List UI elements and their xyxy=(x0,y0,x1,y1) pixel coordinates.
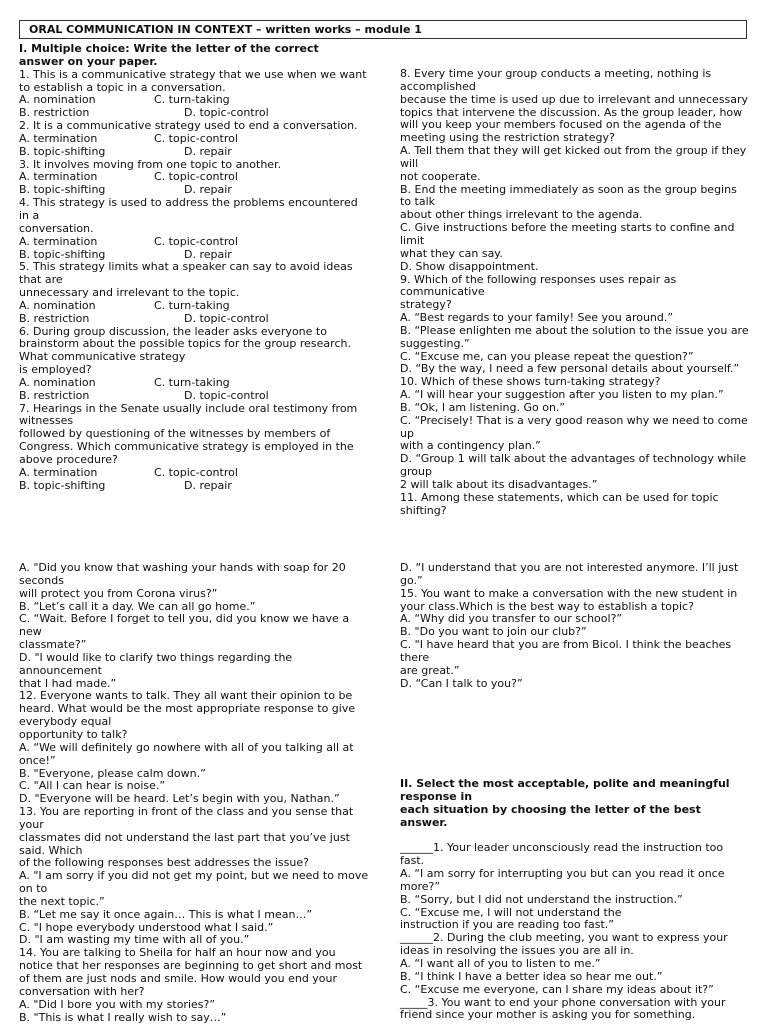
answer-option: A. termination xyxy=(19,131,98,145)
answer-option: B. restriction xyxy=(19,106,90,120)
text-line: D. “Group 1 will talk about the advantages of technology while xyxy=(400,452,747,466)
answer-option: B. topic-shifting xyxy=(19,478,106,492)
section-1-heading-line: answer on your paper. xyxy=(19,54,158,68)
column-left-bottom xyxy=(19,562,379,1024)
text-line: B. End the meeting immediately as soon as the group begins xyxy=(400,182,737,196)
section-2-heading-line: response in xyxy=(400,789,473,803)
text-line: about other things irrelevant to the agenda. xyxy=(400,208,643,222)
answer-options-row xyxy=(19,467,379,480)
column-right-top xyxy=(400,68,760,518)
text-line: B. “Ok, I am listening. Go on.” xyxy=(400,400,566,414)
section-2-heading-line: II. Select the most acceptable, polite and meaningful xyxy=(400,777,730,790)
answer-option: C. topic-control xyxy=(154,234,238,248)
text-line: 2. It is a communicative strategy used to end a conversation. xyxy=(19,119,358,133)
text-line: ideas in resolving the issues you are all in. xyxy=(400,944,634,958)
answer-options-row xyxy=(19,236,379,249)
text-line: B. “Let’s call it a day. We can all go home.” xyxy=(19,599,256,613)
text-line: D. “I understand that you are not interested anymore. I’ll just xyxy=(400,561,739,574)
text-line: conversation with her? xyxy=(19,984,145,998)
text-line: D. “By the way, I need a few personal details about yourself.” xyxy=(400,362,740,376)
text-line: B. “Let me say it once again… This is what I mean…” xyxy=(19,907,313,921)
section-1-heading-line: I. Multiple choice: Write the letter of the correct xyxy=(19,42,319,55)
answer-option: A. termination xyxy=(19,170,98,184)
text-line: C. "All I can hear is noise.” xyxy=(19,779,166,793)
answer-option: B. topic-shifting xyxy=(19,247,106,261)
text-line: above procedure? xyxy=(19,453,118,466)
text-line: C. Give instructions before the meeting starts to confine and xyxy=(400,221,735,235)
text-line: What communicative strategy xyxy=(19,350,186,364)
text-line: witnesses xyxy=(19,414,74,428)
text-line: C. "I hope everybody understood what I said.” xyxy=(19,920,274,934)
answer-options-row xyxy=(19,377,379,390)
text-line: 14. You are talking to Sheila for half an hour now and you xyxy=(19,946,336,960)
answer-options-row xyxy=(19,133,379,146)
answer-options-row xyxy=(19,146,379,159)
text-line: communicative xyxy=(400,285,485,299)
text-line: D. "Everyone will be heard. Let’s begin with you, Nathan.” xyxy=(19,792,340,806)
text-line: A. "I am sorry if you did not get my point, but we need to move xyxy=(19,869,369,883)
answer-option: A. termination xyxy=(19,234,98,248)
text-line: A. “Best regards to your family! See you around.” xyxy=(400,311,674,325)
answer-option: A. nomination xyxy=(19,93,96,107)
answer-option: D. repair xyxy=(184,247,232,261)
text-line: 11. Among these statements, which can be used for topic xyxy=(400,490,719,504)
text-line: A. “I am sorry for interrupting you but can you read it once xyxy=(400,867,725,881)
text-line: everybody equal xyxy=(19,715,112,729)
text-line: followed by questioning of the witnesses by members of xyxy=(19,427,331,441)
text-line: go.” xyxy=(400,573,423,587)
text-line: classmate?” xyxy=(19,638,87,652)
column-a-lines xyxy=(19,69,379,493)
column-c-lines xyxy=(19,562,379,1024)
answer-option: B. topic-shifting xyxy=(19,183,106,197)
text-line: A. “I want all of you to listen to me.” xyxy=(400,956,601,970)
answer-option: D. repair xyxy=(184,144,232,158)
text-line: C. “Excuse me, I will not understand the xyxy=(400,905,622,919)
text-line: 2 will talk about its disadvantages.” xyxy=(400,478,598,491)
answer-option: B. restriction xyxy=(19,388,90,402)
answer-option: B. restriction xyxy=(19,311,90,325)
text-line: in a xyxy=(19,208,40,222)
text-line: is employed? xyxy=(19,363,92,377)
text-line: brainstorm about the possible topics for the group research. xyxy=(19,337,351,351)
text-line: of them are just nods and smile. How would you end your xyxy=(19,972,338,985)
text-line: C. “Precisely! That is a very good reason why we need to come xyxy=(400,413,748,427)
text-line: friend since your mother is asking you for something. xyxy=(400,1008,696,1022)
text-line: what they can say. xyxy=(400,246,503,260)
text-line: unnecessary and irrelevant to the topic. xyxy=(19,286,240,300)
text-line: accomplished xyxy=(400,79,476,93)
text-line: meeting using the restriction strategy? xyxy=(400,131,615,145)
text-line: with a contingency plan.” xyxy=(400,439,541,453)
text-line: classmates did not understand the last part that you’ve just xyxy=(19,830,350,844)
text-line: A. Tell them that they will get kicked out from the group if they xyxy=(400,144,747,158)
text-line: will you keep your members focused on the agenda of the xyxy=(400,118,722,132)
text-line: conversation. xyxy=(19,221,94,235)
section-2 xyxy=(400,778,760,1022)
text-line: will xyxy=(400,156,419,170)
text-line: announcement xyxy=(19,663,102,677)
text-line: C. “Excuse me, can you please repeat the question?” xyxy=(400,349,694,363)
answer-option: C. topic-control xyxy=(154,170,238,184)
text-line: not cooperate. xyxy=(400,169,481,183)
answer-option: C. turn-taking xyxy=(154,375,230,389)
text-line: that are xyxy=(19,273,63,287)
answer-option: C. turn-taking xyxy=(154,93,230,107)
text-line: 8. Every time your group conducts a meeting, nothing is xyxy=(400,67,712,80)
text-line: 5. This strategy limits what a speaker can say to avoid ideas xyxy=(19,260,353,274)
text-line: strategy? xyxy=(400,298,452,312)
text-line: D. "I am wasting my time with all of you.” xyxy=(19,933,250,947)
answer-option: A. termination xyxy=(19,465,98,479)
text-line: _____3. You want to end your phone conversation with your xyxy=(400,995,726,1009)
text-line: instruction if you are reading too fast.” xyxy=(400,918,615,932)
answer-options-row xyxy=(19,480,379,493)
text-line: 9. Which of the following responses uses repair as xyxy=(400,272,677,286)
section-2-lines xyxy=(400,842,760,1022)
answer-option: D. topic-control xyxy=(184,106,269,120)
text-line: ______1. Your leader unconsciously read the instruction too xyxy=(400,841,724,855)
text-line: A. “I will hear your suggestion after you listen to my plan.” xyxy=(400,388,724,402)
text-line: 15. You want to make a conversation with the new student in xyxy=(400,586,738,600)
text-line: of the following responses best addresses the issue? xyxy=(19,856,309,870)
section-2-heading-line: answer. xyxy=(400,815,448,829)
text-line: C. “Excuse me everyone, can I share my ideas about it?” xyxy=(400,982,714,996)
text-line: up xyxy=(400,426,414,440)
text-line: D. “Can I talk to you?” xyxy=(400,676,523,690)
column-right-bottom xyxy=(400,562,760,690)
answer-options-row xyxy=(19,300,379,313)
text-line: 13. You are reporting in front of the class and you sense that xyxy=(19,805,354,819)
text-line: your xyxy=(19,817,44,831)
text-line: there xyxy=(400,650,430,664)
text-line: D. Show disappointment. xyxy=(400,259,539,273)
text-line: B. "Everyone, please calm down.” xyxy=(19,766,206,780)
text-line: said. Which xyxy=(19,843,83,857)
text-line: that I had made.” xyxy=(19,676,117,690)
text-line: 3. It involves moving from one topic to another. xyxy=(19,157,282,171)
text-line: D. "I would like to clarify two things regarding the xyxy=(19,650,293,664)
text-line: your class.Which is the best way to establish a topic? xyxy=(400,599,694,613)
text-line: topics that intervene the discussion. As the group leader, how xyxy=(400,105,743,119)
column-d-lines xyxy=(400,562,760,690)
text-line: more?” xyxy=(400,879,441,893)
text-line: A. "Did I bore you with my stories?” xyxy=(19,997,216,1011)
text-line: because the time is used up due to irrelevant and unnecessary xyxy=(400,92,749,106)
text-line: C. "I have heard that you are from Bicol. I think the beaches xyxy=(400,638,732,652)
text-line: once!” xyxy=(19,753,56,767)
answer-option: D. repair xyxy=(184,478,232,492)
text-line: B. “I think I have a better idea so hear me out.” xyxy=(400,969,663,983)
column-left-top xyxy=(19,43,379,493)
text-line: fast. xyxy=(400,854,425,868)
text-line: 10. Which of these shows turn-taking strategy? xyxy=(400,375,661,389)
answer-option: C. topic-control xyxy=(154,465,238,479)
column-b-lines xyxy=(400,68,760,518)
text-line: to talk xyxy=(400,195,436,209)
answer-option: A. nomination xyxy=(19,298,96,312)
text-line: seconds xyxy=(19,573,64,587)
text-line: Congress. Which communicative strategy is employed in the xyxy=(19,440,354,454)
text-line: A. “Why did you transfer to our school?” xyxy=(400,612,623,626)
text-line: 7. Hearings in the Senate usually include oral testimony from xyxy=(19,401,358,415)
text-line: C. “Wait. Before I forget to tell you, did you know we have a xyxy=(19,612,350,626)
text-line: B. "This is what I really wish to say…” xyxy=(19,1010,227,1024)
text-line: A. "Did you know that washing your hands with soap for 20 xyxy=(19,561,346,574)
answer-option: C. turn-taking xyxy=(154,298,230,312)
answer-options-row xyxy=(19,390,379,403)
text-line: limit xyxy=(400,233,425,247)
text-line: A. “We will definitely go nowhere with all of you talking all at xyxy=(19,740,354,754)
text-line: B. “Please enlighten me about the solution to the issue you are xyxy=(400,323,749,337)
answer-option: D. topic-control xyxy=(184,311,269,325)
text-line: 4. This strategy is used to address the problems encountered xyxy=(19,196,358,210)
text-line: 12. Everyone wants to talk. They all want their opinion to be xyxy=(19,689,353,703)
section-2-heading-line: each situation by choosing the letter of the best xyxy=(400,802,701,816)
text-line: group xyxy=(400,465,432,479)
text-line: the next topic.” xyxy=(19,894,105,908)
answer-option: B. topic-shifting xyxy=(19,144,106,158)
text-line: to establish a topic in a conversation. xyxy=(19,80,226,94)
text-line: on to xyxy=(19,882,48,896)
answer-options-row xyxy=(19,313,379,326)
text-line: 6. During group discussion, the leader asks everyone to xyxy=(19,324,327,338)
text-line: new xyxy=(19,625,42,639)
text-line: opportunity to talk? xyxy=(19,727,128,741)
text-line: will protect you from Corona virus?” xyxy=(19,586,218,600)
text-line: B. "Do you want to join our club?” xyxy=(400,625,587,639)
answer-option: D. topic-control xyxy=(184,388,269,402)
text-line: suggesting.” xyxy=(400,336,470,350)
text-line: notice that her responses are beginning to get short and most xyxy=(19,959,363,973)
text-line: B. “Sorry, but I did not understand the instruction.” xyxy=(400,892,683,906)
text-line: 1. This is a communicative strategy that we use when we want xyxy=(19,67,367,81)
answer-option: C. topic-control xyxy=(154,131,238,145)
answer-option: D. repair xyxy=(184,183,232,197)
page-title: ORAL COMMUNICATION IN CONTEXT – written works – module 1 xyxy=(19,20,747,39)
text-line: heard. What would be the most appropriate response to give xyxy=(19,702,356,716)
text-line: ______2. During the club meeting, you want to express your xyxy=(400,931,728,945)
answer-option: A. nomination xyxy=(19,375,96,389)
text-line: are great.” xyxy=(400,663,460,677)
text-line: shifting? xyxy=(400,503,447,517)
